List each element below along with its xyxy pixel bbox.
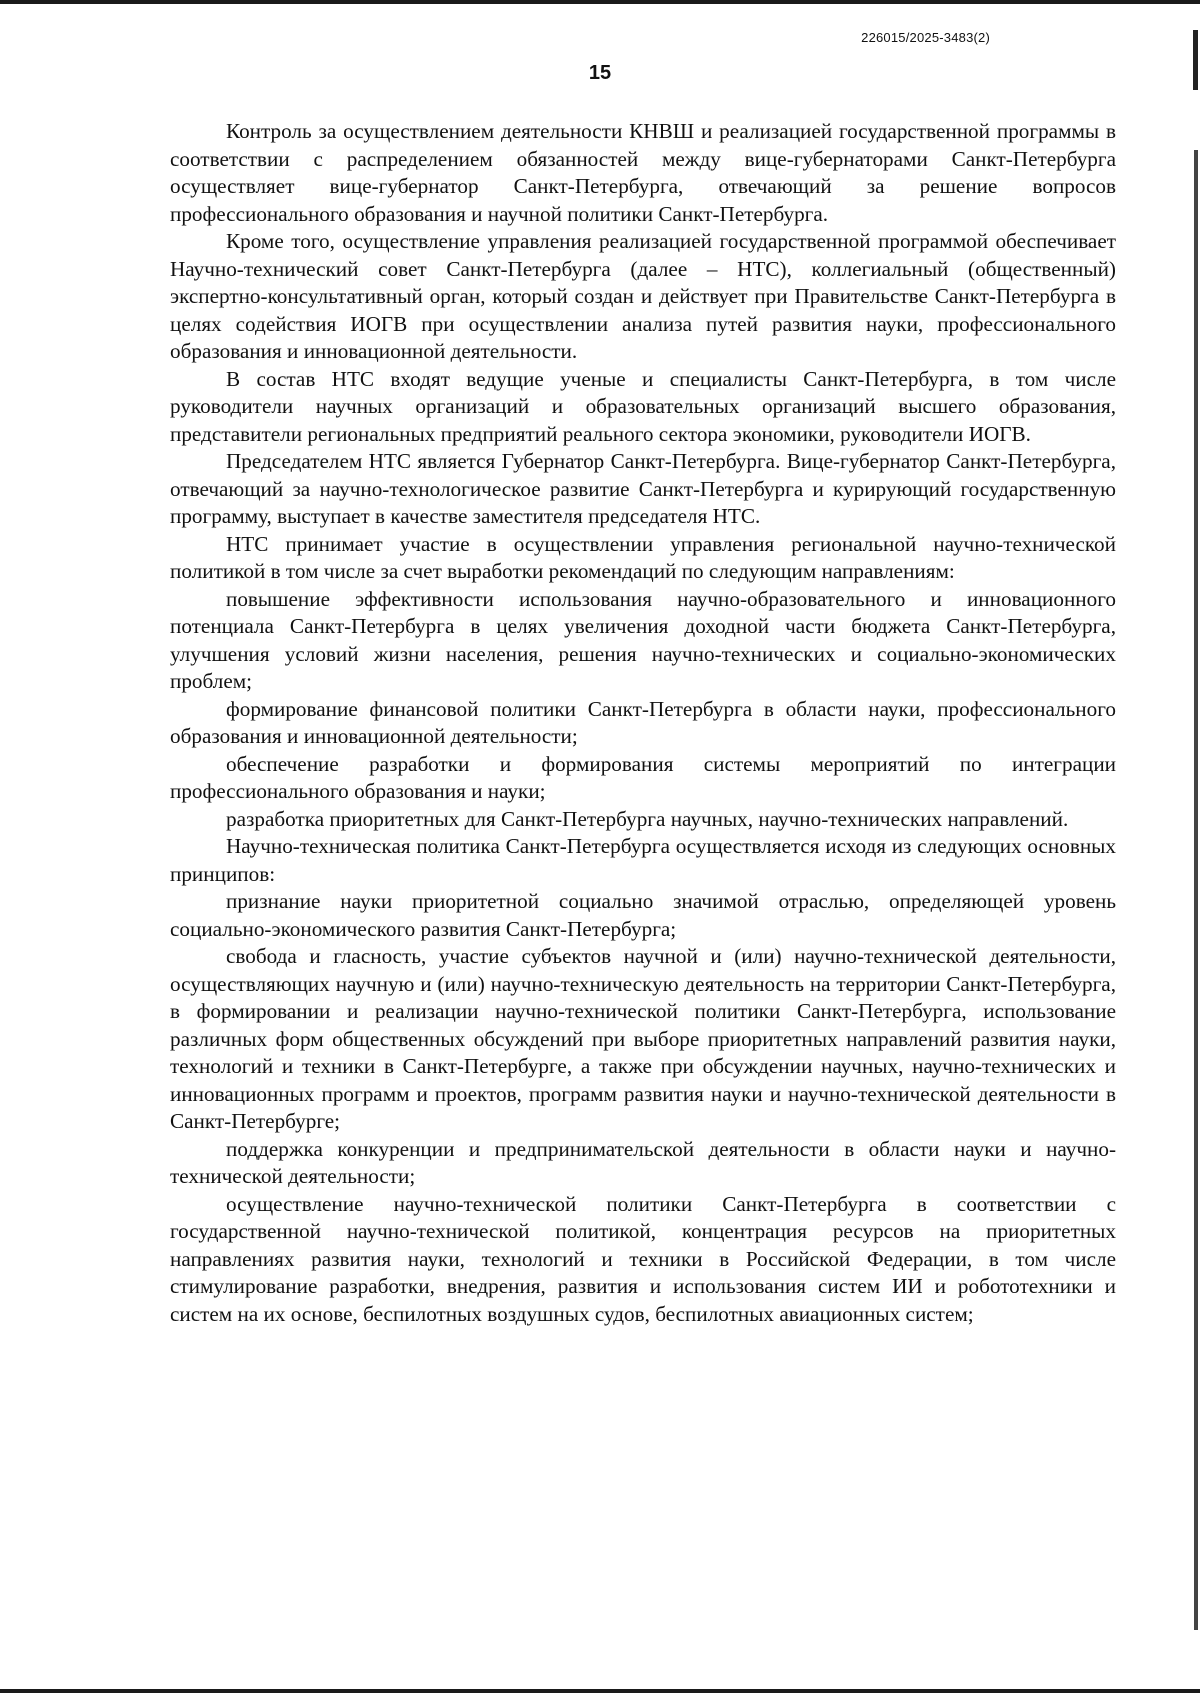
list-item: свобода и гласность, участие субъектов научной и (или) научно-технической деятельности, осуществляющих научную и (или) научно-техническую деятельность на территории Санкт-Петербурга, в формировании и реализации научно-технической политики Санкт-Петербурга, использование различных форм общественных обсуждений при выборе приоритетных направлений развития науки, технологий и техники в Санкт-Петербурге, а также при обсуждении научных, научно-технических и инновационных программ и проектов, программ развития науки и научно-технической деятельности в Санкт-Петербурге; bbox=[170, 944, 1116, 1133]
list-item: разработка приоритетных для Санкт-Петербурга научных, научно-технических направлений. bbox=[226, 806, 1069, 831]
list-item: повышение эффективности использования научно-образовательного и инновационного потенциала Санкт-Петербурга в целях увеличения доходной части бюджета Санкт-Петербурга, улучшения условий жизни населения, решения научно-технических и социально-экономических проблем; bbox=[170, 586, 1116, 693]
paragraph: Председателем НТС является Губернатор Санкт-Петербурга. Вице-губернатор Санкт-Петербурга, отвечающий за научно-технологическое развитие Санкт-Петербурга и курирующий государственную программу, выступает в качестве заместителя председателя НТС. bbox=[170, 449, 1116, 528]
page-number: 15 bbox=[588, 62, 612, 84]
paragraph: В состав НТС входят ведущие ученые и специалисты Санкт-Петербурга, в том числе руководители научных организаций и образовательных организаций высшего образования, представители региональных предприятий реального сектора экономики, руководители ИОГВ. bbox=[170, 366, 1116, 446]
list-item: поддержка конкуренции и предпринимательской деятельности в области науки и научно-технической деятельности; bbox=[170, 1136, 1116, 1188]
paragraph: Кроме того, осуществление управления реализацией государственной программой обеспечивает Научно-технический совет Санкт-Петербурга (далее – НТС), коллегиальный (общественный) экспертно-консультативный орган, который создан и действует при Правительстве Санкт-Петербурга в целях содействия ИОГВ при осуществлении анализа путей развития науки, профессионального образования и инновационной деятельности. bbox=[170, 229, 1116, 363]
paragraph: Научно-техническая политика Санкт-Петербурга осуществляется исходя из следующих основных принципов: bbox=[170, 834, 1116, 886]
paragraph: НТС принимает участие в осуществлении управления региональной научно-технической политикой в том числе за счет выработки рекомендаций по следующим направлениям: bbox=[170, 531, 1116, 583]
scan-edge-top bbox=[0, 0, 1200, 4]
scan-edge-right bbox=[1194, 150, 1198, 1630]
list-item: признание науки приоритетной социально значимой отраслью, определяющей уровень социально-экономического развития Санкт-Петербурга; bbox=[170, 889, 1116, 941]
paragraph: Контроль за осуществлением деятельности КНВШ и реализацией государственной программы в соответствии с распределением обязанностей между вице-губернаторами Санкт-Петербурга осуществляет вице-губернатор Санкт-Петербурга, отвечающий за решение вопросов профессионального образования и научной политики Санкт-Петербурга. bbox=[170, 119, 1116, 226]
document-body bbox=[170, 118, 1116, 1328]
list-item: обеспечение разработки и формирования системы мероприятий по интеграции профессионального образования и науки; bbox=[170, 751, 1116, 803]
scan-edge-bottom bbox=[0, 1689, 1200, 1693]
list-item: осуществление научно-технической политики Санкт-Петербурга в соответствии с государственной научно-технической политикой, концентрация ресурсов на приоритетных направлениях развития науки, технологий и техники в Российской Федерации, в том числе стимулирование разработки, внедрения, развития и использования систем ИИ и робототехники и систем на их основе, беспилотных воздушных судов, беспилотных авиационных систем; bbox=[170, 1191, 1116, 1326]
list-item: формирование финансовой политики Санкт-Петербурга в области науки, профессионального образования и инновационной деятельности; bbox=[170, 696, 1116, 748]
document-registration-number: 226015/2025-3483(2) bbox=[861, 30, 990, 45]
